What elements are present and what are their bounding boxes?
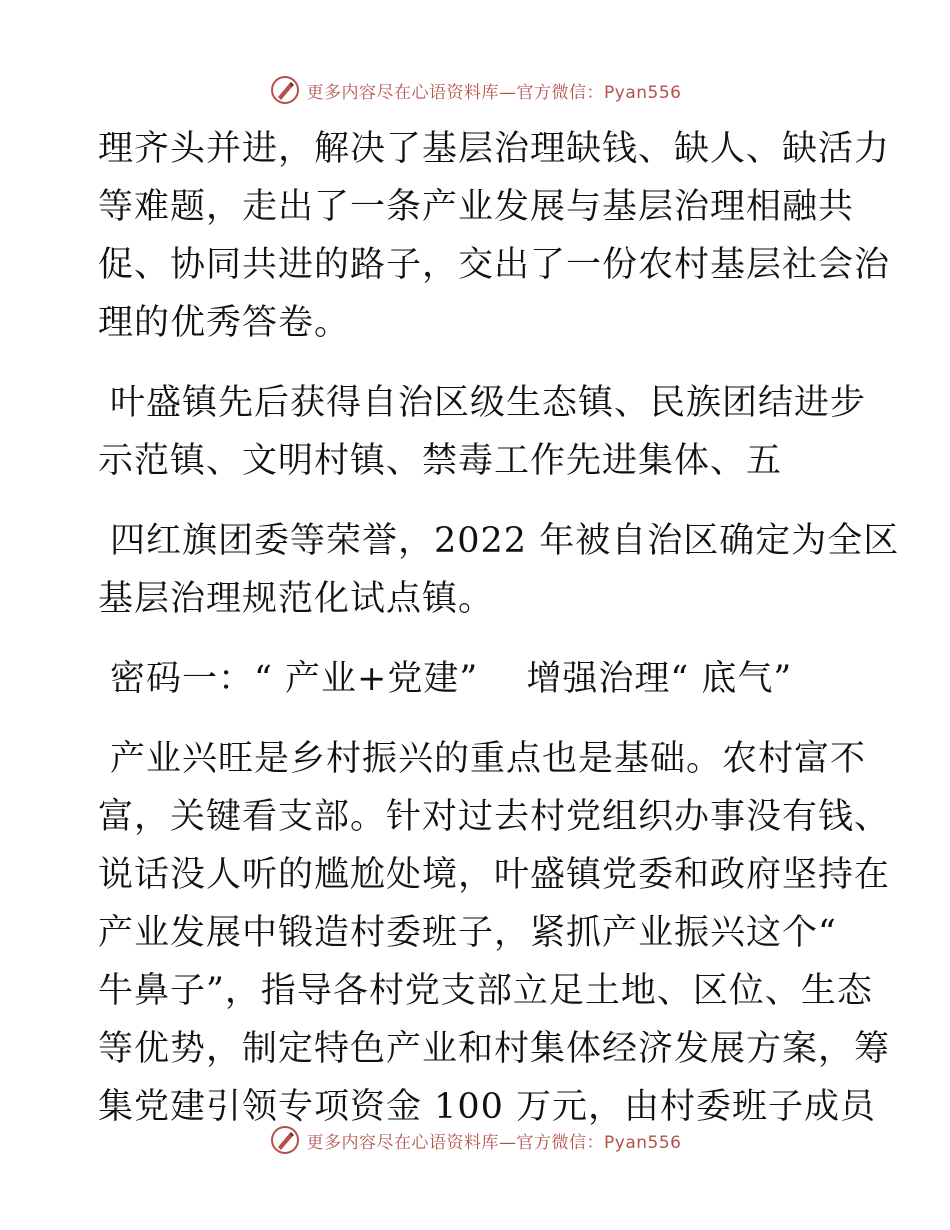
paragraph-4 (98, 730, 891, 1136)
text-line: 示范镇、文明村镇、禁毒工作先进集体、五 (98, 441, 783, 481)
text-line: 产业兴旺是乡村振兴的重点也是基础。农村富不 (110, 739, 867, 779)
text-line: 理的优秀答卷。 (98, 303, 351, 343)
pen-logo-icon (269, 1124, 301, 1156)
text-line: 基层治理规范化试点镇。 (98, 579, 495, 619)
section-heading (98, 650, 858, 708)
paragraph-1 (98, 120, 891, 352)
text-line: 叶盛镇先后获得自治区级生态镇、民族团结进步 (110, 383, 867, 423)
pen-logo-icon (269, 74, 301, 106)
text-line: 产业发展中锻造村委班子，紧抓产业振兴这个“ (98, 913, 837, 953)
text-line: 集党建引领专项资金 100 万元，由村委班子成员 (98, 1087, 877, 1127)
text-line: 理齐头并进，解决了基层治理缺钱、缺人、缺活力 (98, 129, 891, 169)
text-line: 四红旗团委等荣誉，2022 年被自治区确定为全区 (110, 521, 900, 561)
footer-watermark (0, 1120, 950, 1160)
text-line: 促、协同共进的路子，交出了一份农村基层社会治 (98, 245, 891, 285)
text-line: 等优势，制定特色产业和村集体经济发展方案，筹 (98, 1029, 891, 1069)
text-line: 说话没人听的尴尬处境，叶盛镇党委和政府坚持在 (98, 855, 891, 895)
paragraph-3 (98, 512, 900, 628)
text-line: 牛鼻子”，指导各村党支部立足土地、区位、生态 (98, 971, 873, 1011)
section-heading-text: 密码一：“ 产业+党建” 增强治理“ 底气” (110, 659, 793, 699)
paragraph-2 (98, 374, 867, 490)
document-body (98, 120, 900, 1136)
header-watermark (0, 70, 950, 110)
text-line: 富，关键看支部。针对过去村党组织办事没有钱、 (98, 797, 891, 837)
watermark-text: 更多内容尽在心语资料库—官方微信：Pyan556 (306, 1132, 682, 1153)
text-line: 等难题，走出了一条产业发展与基层治理相融共 (98, 187, 855, 227)
watermark-text: 更多内容尽在心语资料库—官方微信：Pyan556 (306, 82, 682, 103)
